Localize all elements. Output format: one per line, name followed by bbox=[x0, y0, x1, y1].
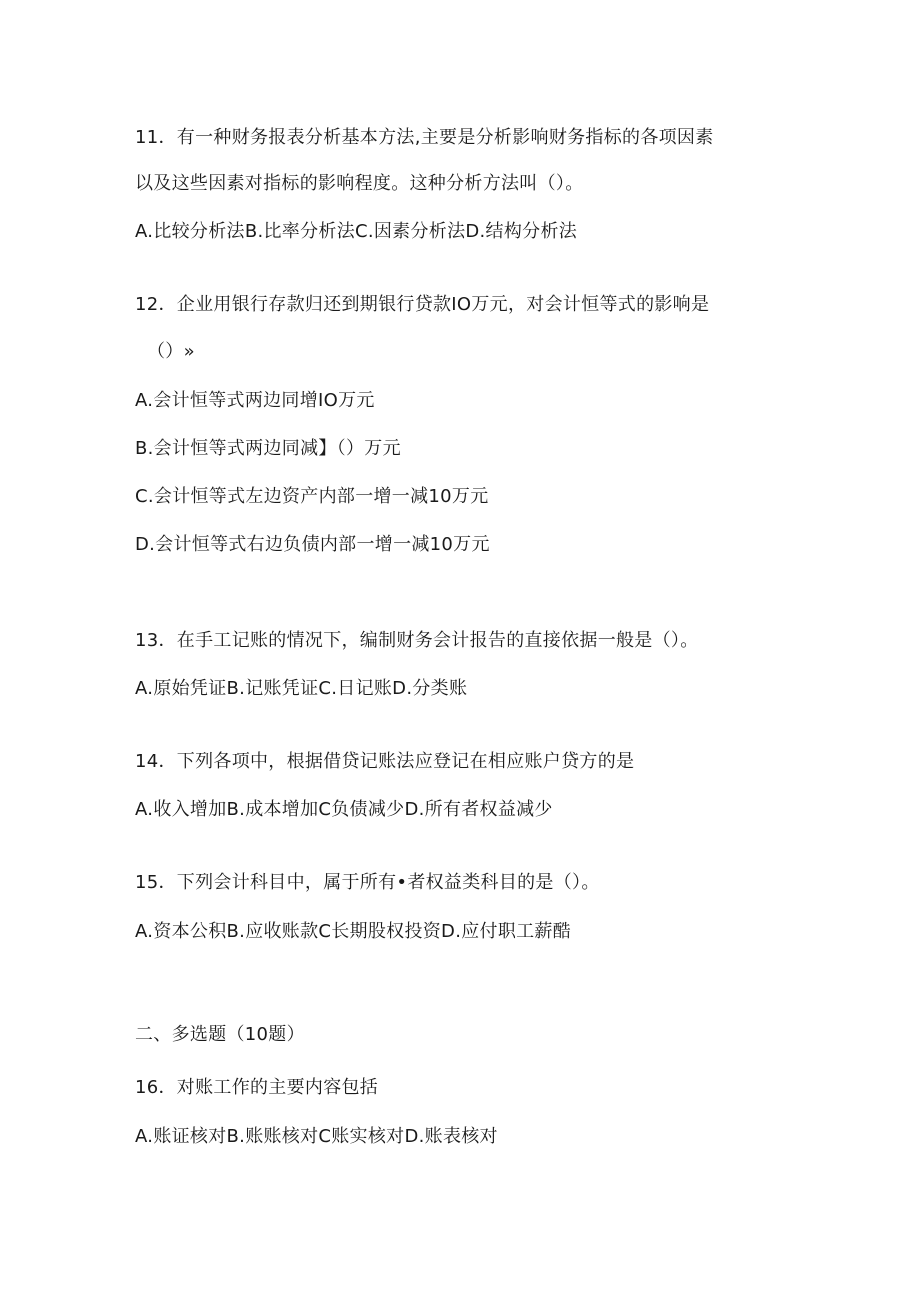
question-12-option-a: A.会计恒等式两边同增IO万元 bbox=[135, 390, 375, 411]
question-12-option-b: B.会计恒等式两边同减】（）万元 bbox=[135, 438, 401, 459]
question-12-stem-line-1: 12．企业用银行存款归还到期银行贷款IO万元，对会计恒等式的影响是 bbox=[135, 294, 710, 315]
section-2-title: 二、多选题（10题） bbox=[135, 1024, 305, 1045]
question-16-options: A.账证核对B.账账核对C账实核对D.账表核对 bbox=[135, 1126, 498, 1147]
question-14-stem: 14．下列各项中，根据借贷记账法应登记在相应账户贷方的是 bbox=[135, 751, 635, 772]
question-14-options: A.收入增加B.成本增加C负债减少D.所有者权益减少 bbox=[135, 799, 553, 820]
question-12-option-d: D.会计恒等式右边负债内部一增一减10万元 bbox=[135, 534, 490, 555]
question-13-options: A.原始凭证B.记账凭证C.日记账D.分类账 bbox=[135, 678, 468, 699]
question-11-stem-line-1: 11．有一种财务报表分析基本方法,主要是分析影响财务指标的各项因素 bbox=[135, 127, 714, 148]
question-11-options: A.比较分析法B.比率分析法C.因素分析法D.结构分析法 bbox=[135, 221, 578, 242]
question-12-stem-line-2: （）» bbox=[147, 341, 195, 362]
question-16-stem: 16．对账工作的主要内容包括 bbox=[135, 1077, 379, 1098]
question-15-options: A.资本公积B.应收账款C长期股权投资D.应付职工薪酷 bbox=[135, 921, 572, 942]
question-13-stem: 13．在手工记账的情况下，编制财务会计报告的直接依据一般是（）。 bbox=[135, 630, 699, 651]
question-11-stem-line-2: 以及这些因素对指标的影响程度。这种分析方法叫（）。 bbox=[135, 173, 584, 194]
question-15-stem: 15．下列会计科目中，属于所有•者权益类科目的是（）。 bbox=[135, 872, 600, 893]
question-12-option-c: C.会计恒等式左边资产内部一增一减10万元 bbox=[135, 486, 489, 507]
